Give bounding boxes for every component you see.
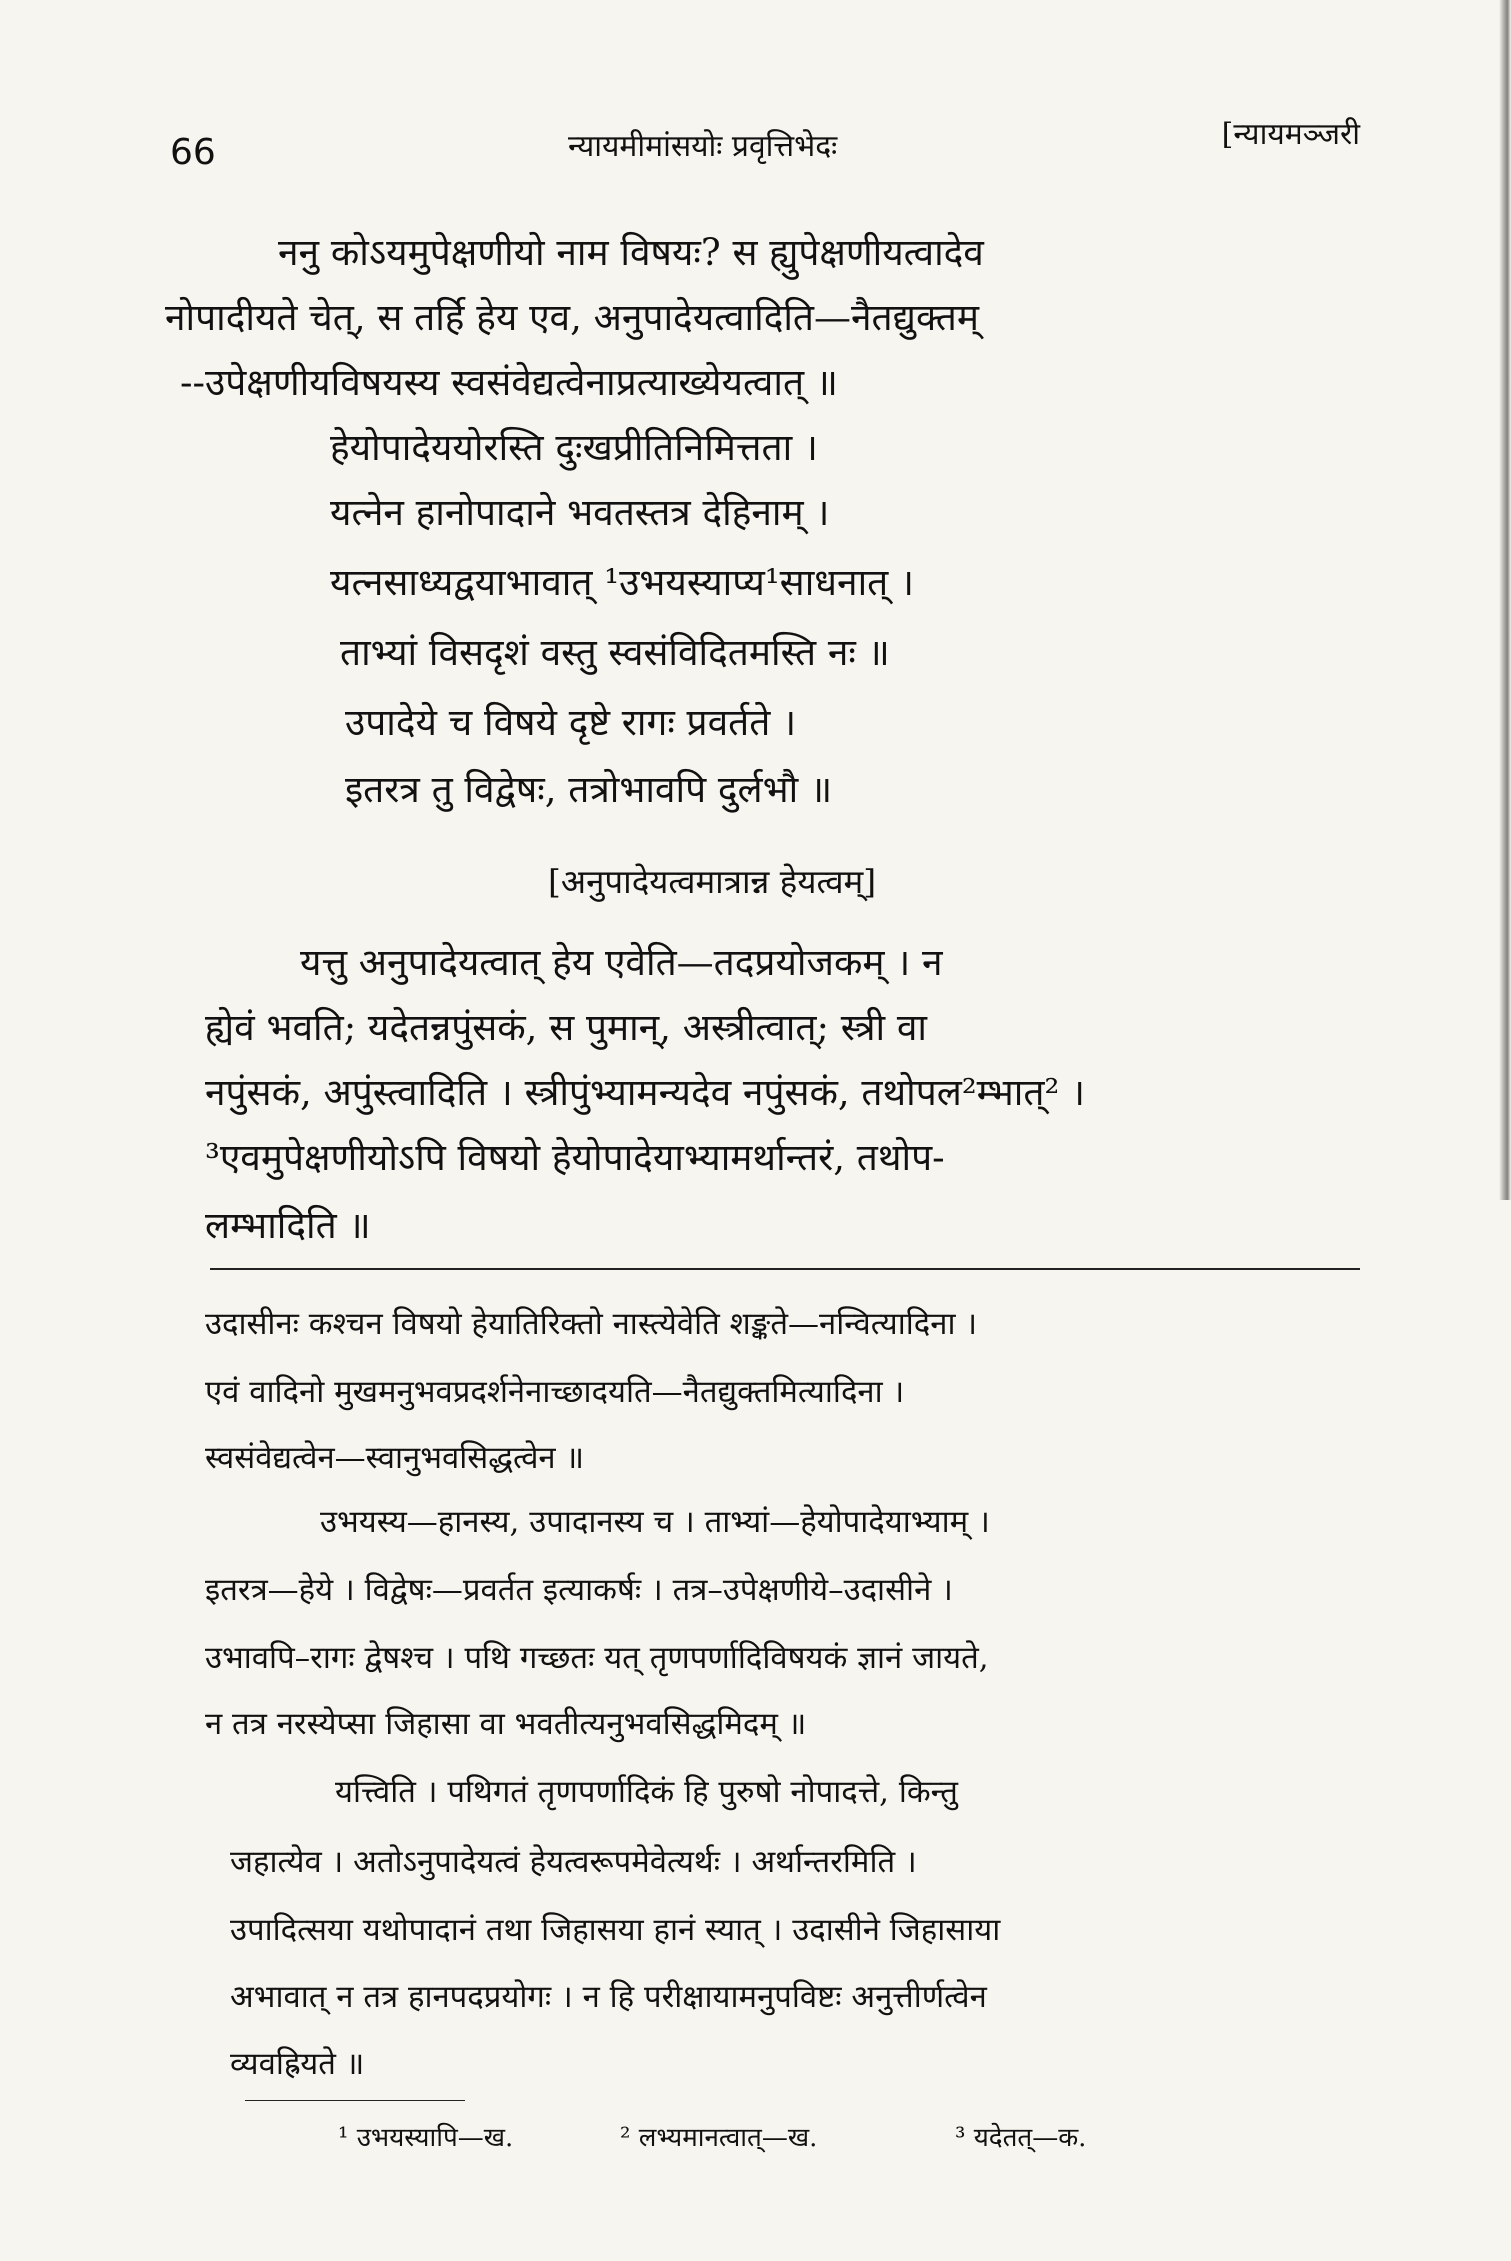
footnote-3: ³ यदेतत्—क. [955,2123,1087,2153]
commentary-line: अभावात् न तत्र हानपदप्रयोगः । न हि परीक्षायामनुपविष्टः अनुत्तीर्णत्वेन [230,1979,987,2015]
main-line: नोपादीयते चेत्, स तर्हि हेय एव, अनुपादेयत्वादिति—नैतद्युक्तम् [165,296,979,339]
main-line: --उपेक्षणीयविषयस्य स्वसंवेद्यत्वेनाप्रत्याख्येयत्वात् ॥ [180,361,838,404]
commentary-line: व्यवह्रियते ॥ [230,2046,365,2082]
running-title: न्यायमीमांसयोः प्रवृत्तिभेदः [568,129,838,164]
main-line: लम्भादिति ॥ [205,1204,371,1247]
page-number: 66 [170,132,216,173]
main-line: ह्येवं भवति; यदेतन्नपुंसकं, स पुमान्, अस्त्रीत्वात्; स्त्री वा [205,1006,928,1049]
commentary-line: यत्त्विति । पथिगतं तृणपर्णादिकं हि पुरुषो नोपादत्ते, किन्तु [335,1774,958,1810]
verse-line: ताभ्यां विसदृशं वस्तु स्वसंविदितमस्ति नः ॥ [340,631,890,674]
main-line: ³एवमुपेक्षणीयोऽपि विषयो हेयोपादेयाभ्यामर्थान्तरं, तथोप- [205,1136,945,1179]
commentary-line: इतरत्र—हेये । विद्वेषः—प्रवर्तत इत्याकर्षः । तत्र–उपेक्षणीये–उदासीने । [205,1572,953,1608]
commentary-line: एवं वादिनो मुखमनुभवप्रदर्शनेनाच्छादयति—नैतद्युक्तमित्यादिना । [205,1374,905,1410]
commentary-line: उभावपि–रागः द्वेषश्च । पथि गच्छतः यत् तृणपर्णादिविषयकं ज्ञानं जायते, [205,1640,989,1676]
commentary-line: उभयस्य—हानस्य, उपादानस्य च । ताभ्यां—हेयोपादेयाभ्याम् । [320,1504,990,1540]
verse-line: यत्नसाध्यद्वयाभावात् ¹उभयस्याप्य¹साधनात् । [330,561,915,604]
commentary-line: उपादित्सया यथोपादानं तथा जिहासया हानं स्यात् । उदासीने जिहासाया [230,1912,1001,1948]
page-edge-shadow [1499,0,1511,1200]
commentary-line: स्वसंवेद्यत्वेन—स्वानुभवसिद्धत्वेन ॥ [205,1440,585,1476]
commentary-line: न तत्र नरस्येप्सा जिहासा वा भवतीत्यनुभवसिद्धमिदम् ॥ [205,1706,807,1742]
commentary-divider [210,1268,1360,1270]
footnote-divider [245,2100,465,2101]
main-line: यत्तु अनुपादेयत्वात् हेय एवेति—तदप्रयोजकम् । न [300,941,943,984]
main-line: नपुंसकं, अपुंस्त्वादिति । स्त्रीपुंभ्यामन्यदेव नपुंसकं, तथोपल²म्भात्² । [205,1071,1086,1114]
commentary-line: जहात्येव । अतोऽनुपादेयत्वं हेयत्वरूपमेवेत्यर्थः । अर्थान्तरमिति । [230,1844,917,1880]
footnote-1: ¹ उभयस्यापि—ख. [338,2123,514,2153]
verse-line: उपादेये च विषये दृष्टे रागः प्रवर्तते । [345,701,797,744]
section-subheading: [अनुपादेयत्वमात्रान्न हेयत्वम्] [548,862,877,901]
verse-line: हेयोपादेययोरस्ति दुःखप्रीतिनिमित्तता । [330,426,818,469]
main-line: ननु कोऽयमुपेक्षणीयो नाम विषयः? स ह्युपेक्षणीयत्वादेव [278,231,984,274]
section-name: [न्यायमञ्जरी [1221,117,1360,152]
commentary-line: उदासीनः कश्चन विषयो हेयातिरिक्तो नास्त्येवेति शङ्कते—नन्वित्यादिना । [205,1306,978,1342]
verse-line: यत्नेन हानोपादाने भवतस्तत्र देहिनाम् । [330,491,830,534]
page-header [160,112,1360,172]
verse-line: इतरत्र तु विद्वेषः, तत्रोभावपि दुर्लभौ ॥ [345,768,833,811]
footnote-2: ² लभ्यमानत्वात्—ख. [620,2123,818,2153]
